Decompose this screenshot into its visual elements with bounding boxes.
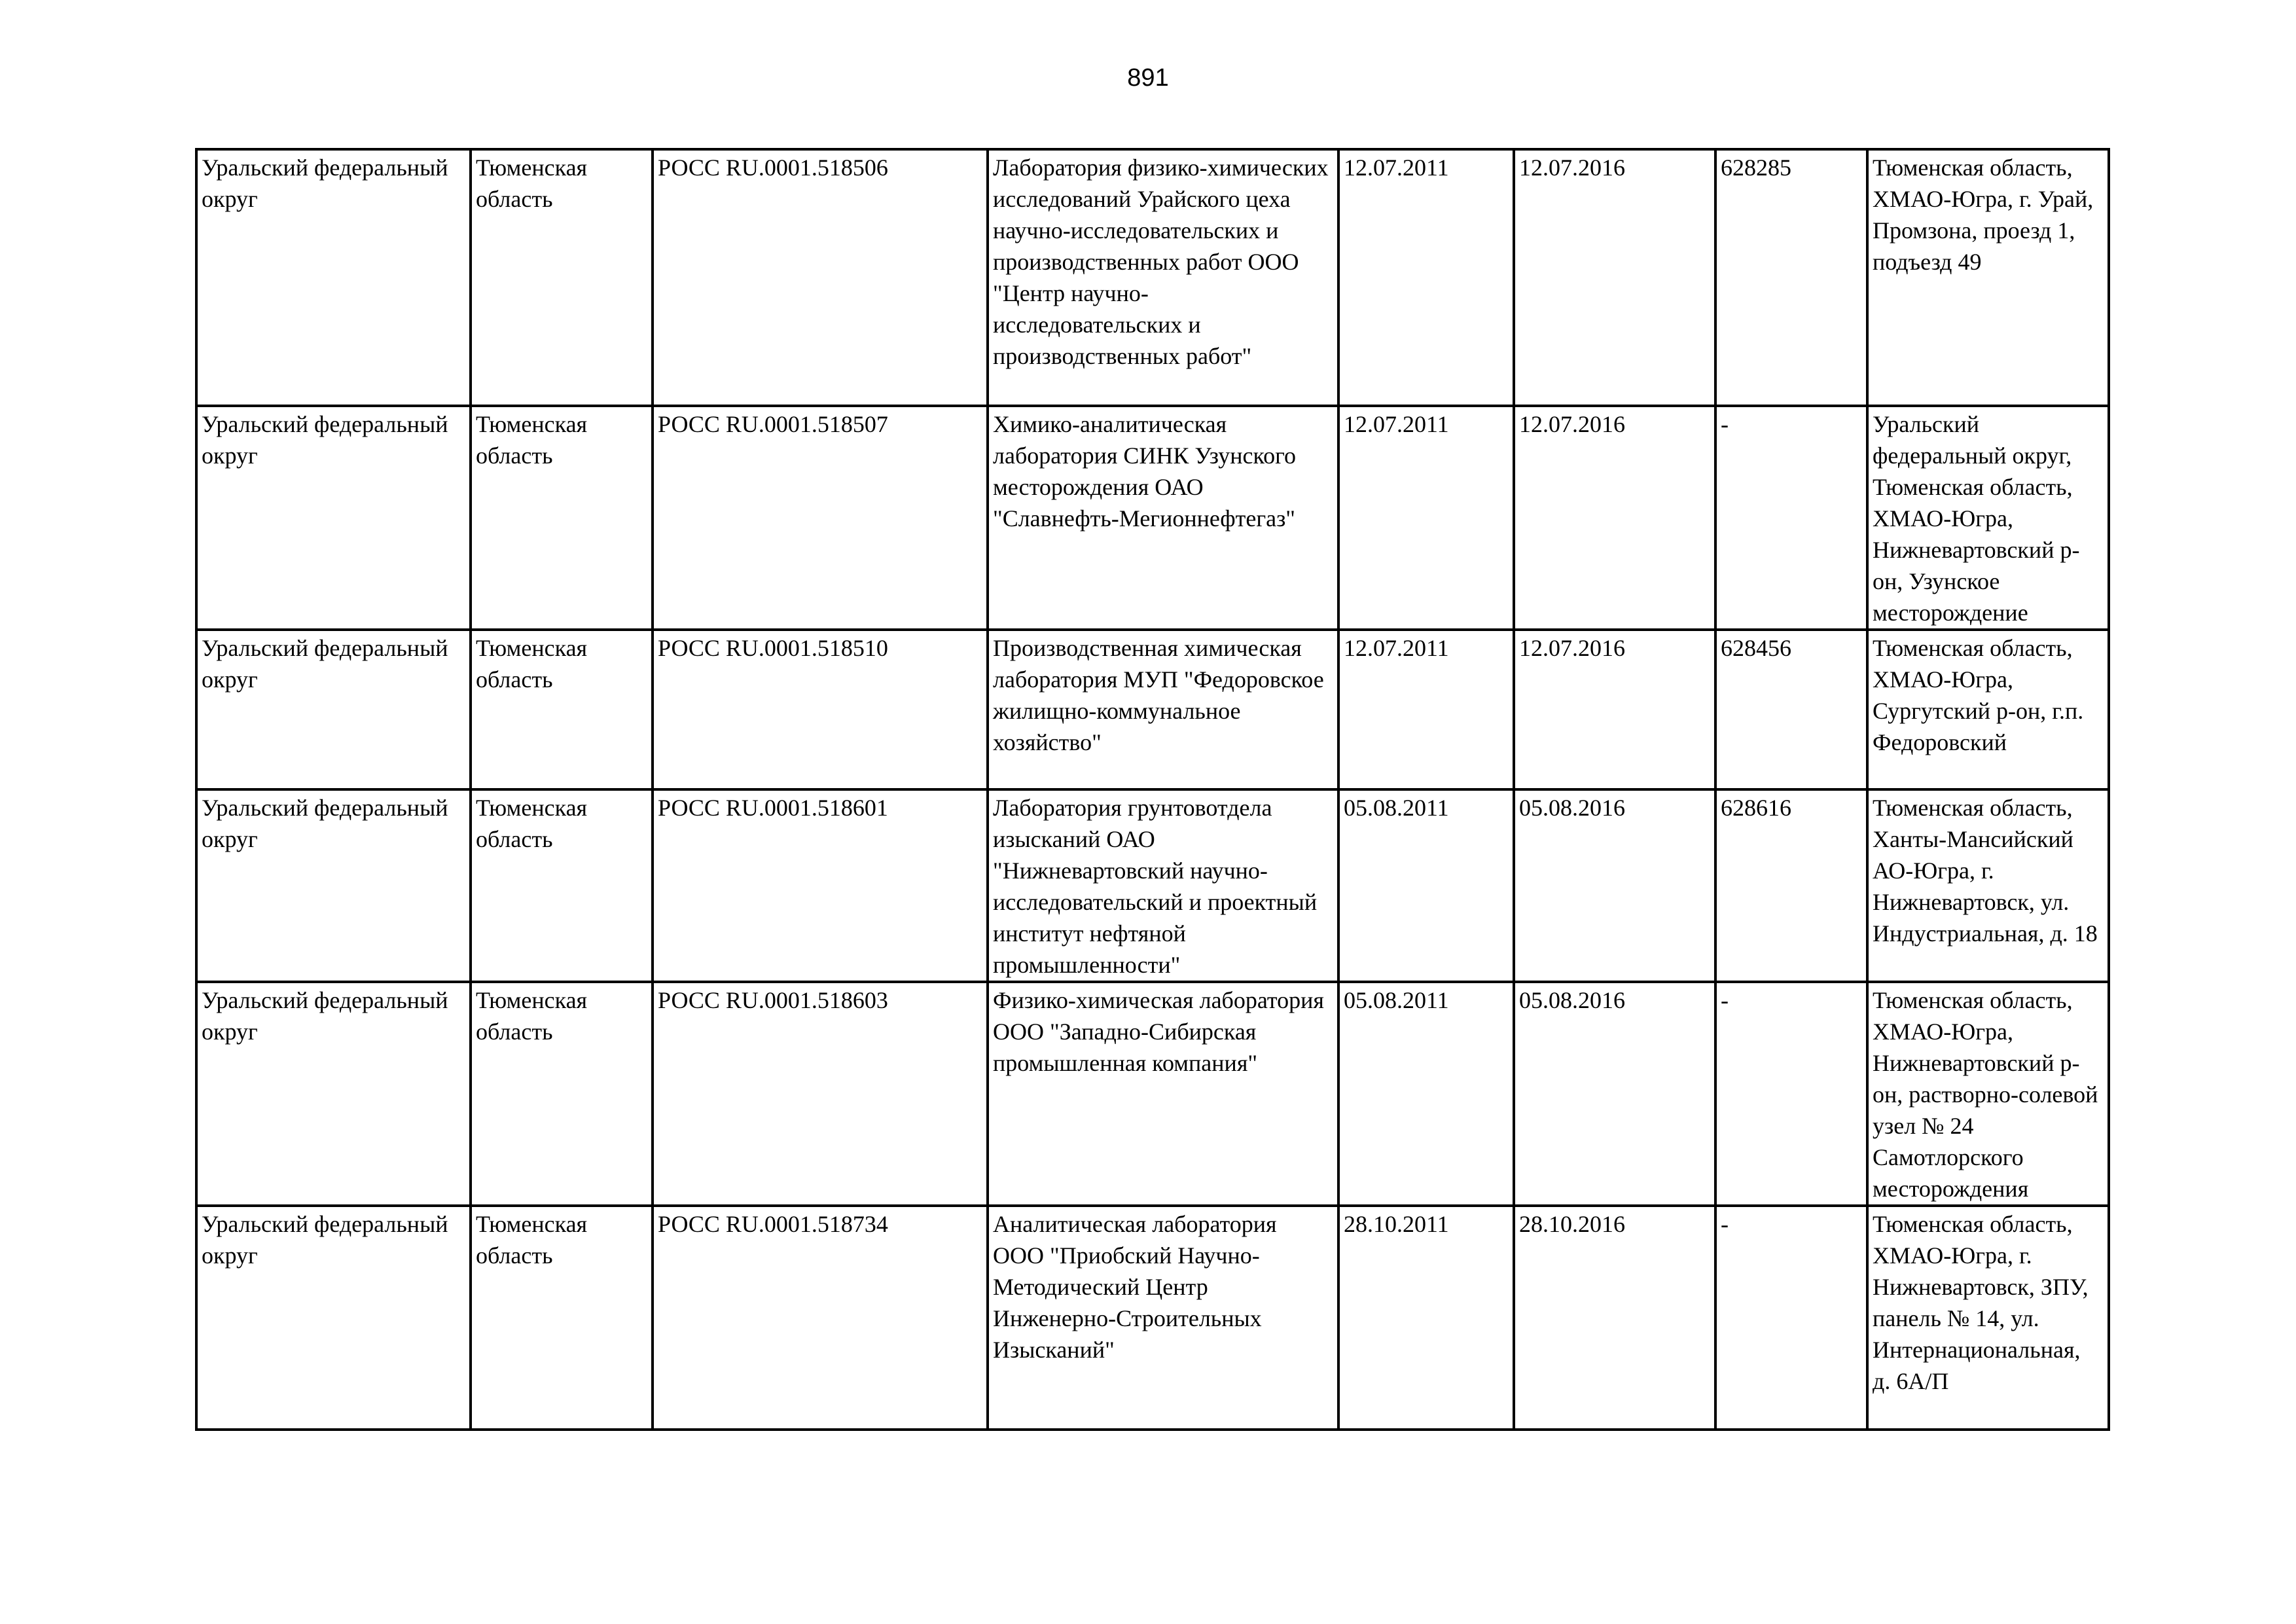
address-cell: Уральский федеральный округ, Тюменская область, ХМАО-Югра, Нижневартовский р-он, Узунское месторождение <box>1867 406 2109 630</box>
laboratory-name-cell: Химико-аналитическая лаборатория СИНК Узунского месторождения ОАО "Славнефть-Мегионнефтегаз" <box>988 406 1338 630</box>
table-row <box>196 630 2109 789</box>
date-from-cell: 05.08.2011 <box>1338 982 1514 1206</box>
reg-number-cell: РОСС RU.0001.518603 <box>653 982 988 1206</box>
postal-index-cell: - <box>1715 1206 1867 1430</box>
postal-index-cell: 628456 <box>1715 630 1867 789</box>
laboratory-registry-table <box>195 148 2110 1431</box>
postal-index-cell: 628616 <box>1715 789 1867 982</box>
postal-index-cell: - <box>1715 982 1867 1206</box>
district-cell: Уральский федеральный округ <box>196 149 471 406</box>
region-cell: Тюменская область <box>471 406 653 630</box>
postal-index-cell: 628285 <box>1715 149 1867 406</box>
table-row <box>196 149 2109 406</box>
reg-number-cell: РОСС RU.0001.518510 <box>653 630 988 789</box>
district-cell: Уральский федеральный округ <box>196 406 471 630</box>
table-row <box>196 406 2109 630</box>
page-number: 891 <box>1127 64 1169 92</box>
address-cell: Тюменская область, ХМАО-Югра, Нижневартовский р-он, растворно-солевой узел № 24 Самотлорского месторождения <box>1867 982 2109 1206</box>
date-to-cell: 28.10.2016 <box>1514 1206 1715 1430</box>
laboratory-name-cell: Производственная химическая лаборатория МУП "Федоровское жилищно-коммунальное хозяйство" <box>988 630 1338 789</box>
region-cell: Тюменская область <box>471 630 653 789</box>
address-cell: Тюменская область, Ханты-Мансийский АО-Югра, г. Нижневартовск, ул. Индустриальная, д. 18 <box>1867 789 2109 982</box>
reg-number-cell: РОСС RU.0001.518601 <box>653 789 988 982</box>
reg-number-cell: РОСС RU.0001.518507 <box>653 406 988 630</box>
reg-number-cell: РОСС RU.0001.518734 <box>653 1206 988 1430</box>
district-cell: Уральский федеральный округ <box>196 1206 471 1430</box>
address-cell: Тюменская область, ХМАО-Югра, Сургутский р-он, г.п. Федоровский <box>1867 630 2109 789</box>
district-cell: Уральский федеральный округ <box>196 630 471 789</box>
region-cell: Тюменская область <box>471 149 653 406</box>
date-to-cell: 12.07.2016 <box>1514 630 1715 789</box>
table-row <box>196 982 2109 1206</box>
date-from-cell: 12.07.2011 <box>1338 630 1514 789</box>
district-cell: Уральский федеральный округ <box>196 982 471 1206</box>
region-cell: Тюменская область <box>471 982 653 1206</box>
address-cell: Тюменская область, ХМАО-Югра, г. Нижневартовск, ЗПУ, панель № 14, ул. Интернациональная, д. 6А/П <box>1867 1206 2109 1430</box>
region-cell: Тюменская область <box>471 1206 653 1430</box>
date-from-cell: 28.10.2011 <box>1338 1206 1514 1430</box>
reg-number-cell: РОСС RU.0001.518506 <box>653 149 988 406</box>
date-to-cell: 05.08.2016 <box>1514 982 1715 1206</box>
laboratory-name-cell: Аналитическая лаборатория ООО "Приобский Научно-Методический Центр Инженерно-Строительных Изысканий" <box>988 1206 1338 1430</box>
laboratory-name-cell: Лаборатория грунтовотдела изысканий ОАО "Нижневартовский научно-исследовательский и проектный институт нефтяной промышленности" <box>988 789 1338 982</box>
laboratory-name-cell: Лаборатория физико-химических исследований Урайского цеха научно-исследовательских и производственных работ ООО "Центр научно-исследовательских и производственных работ" <box>988 149 1338 406</box>
date-to-cell: 12.07.2016 <box>1514 149 1715 406</box>
region-cell: Тюменская область <box>471 789 653 982</box>
date-to-cell: 12.07.2016 <box>1514 406 1715 630</box>
address-cell: Тюменская область, ХМАО-Югра, г. Урай, Промзона, проезд 1, подъезд 49 <box>1867 149 2109 406</box>
date-from-cell: 12.07.2011 <box>1338 406 1514 630</box>
laboratory-name-cell: Физико-химическая лаборатория ООО "Западно-Сибирская промышленная компания" <box>988 982 1338 1206</box>
date-from-cell: 05.08.2011 <box>1338 789 1514 982</box>
district-cell: Уральский федеральный округ <box>196 789 471 982</box>
date-from-cell: 12.07.2011 <box>1338 149 1514 406</box>
table-row <box>196 789 2109 982</box>
date-to-cell: 05.08.2016 <box>1514 789 1715 982</box>
postal-index-cell: - <box>1715 406 1867 630</box>
table-row <box>196 1206 2109 1430</box>
